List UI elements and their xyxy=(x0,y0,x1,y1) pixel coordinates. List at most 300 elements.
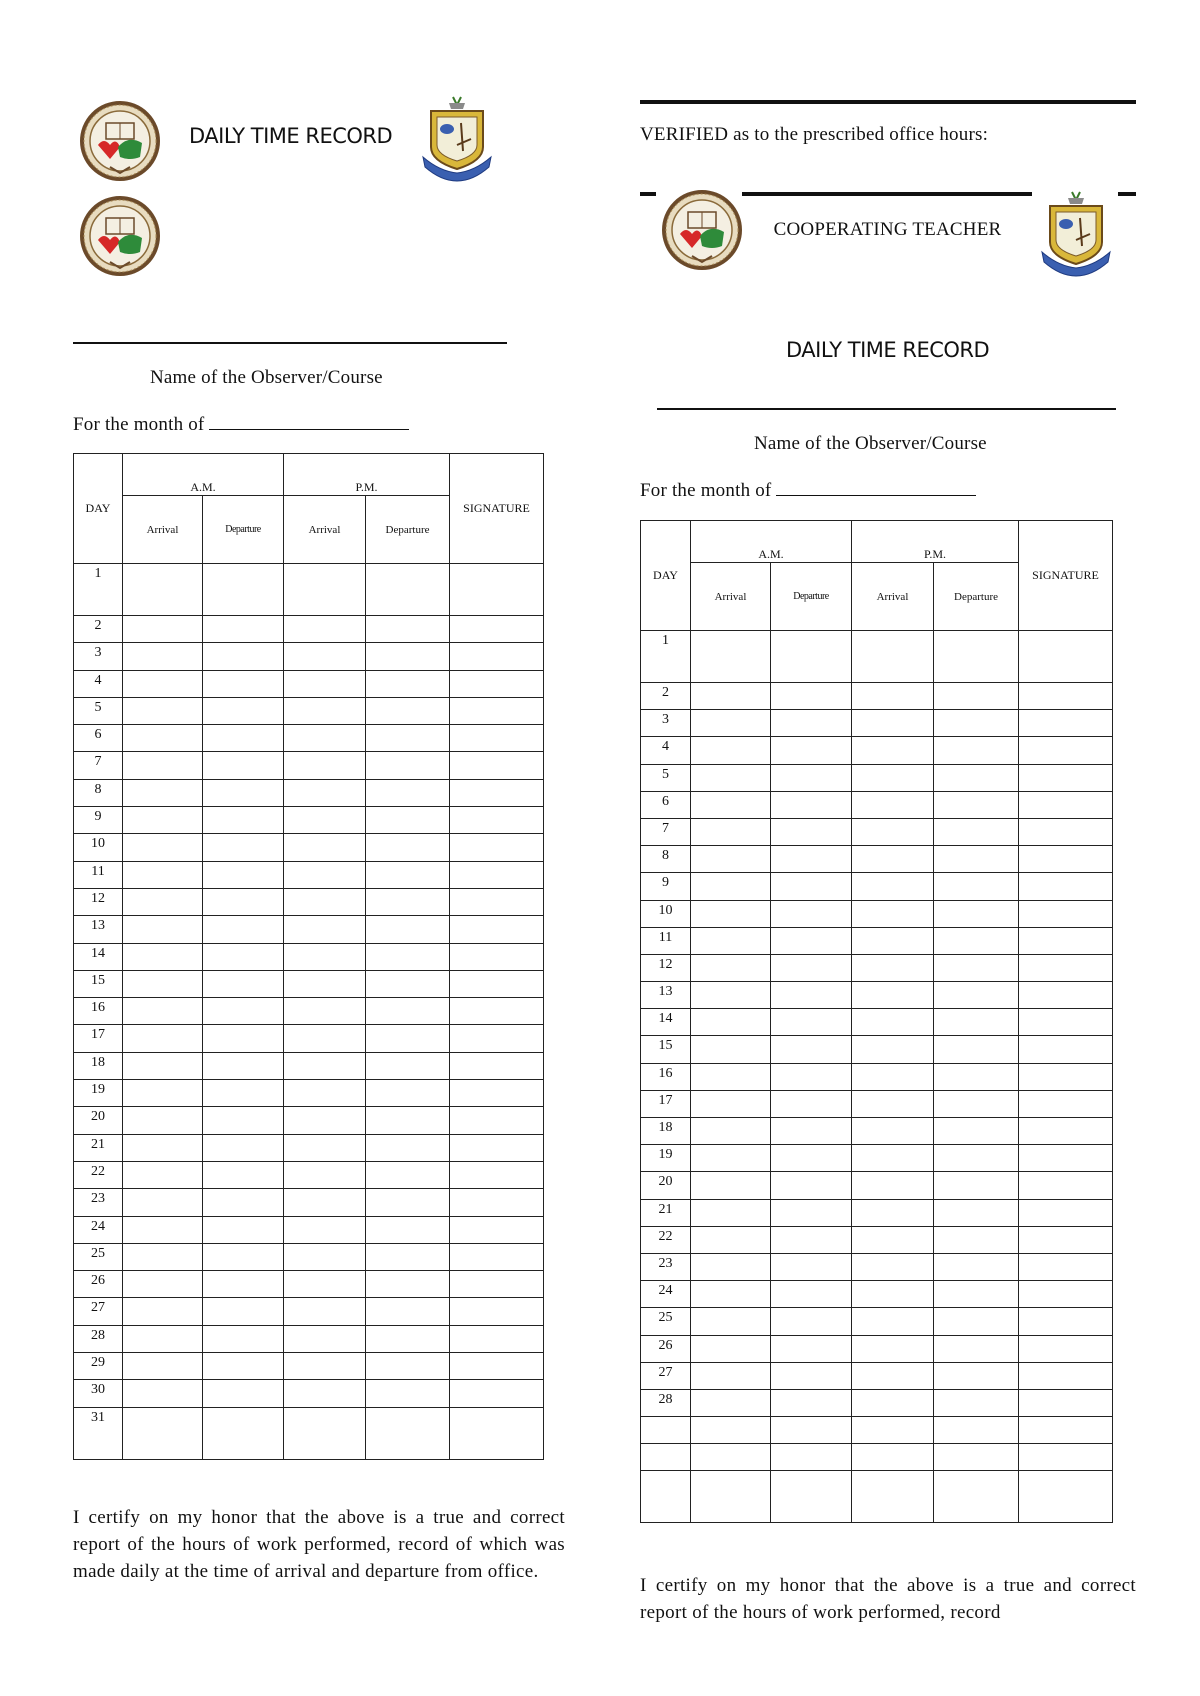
signature-cell[interactable] xyxy=(450,916,544,943)
pm-arrival-cell[interactable] xyxy=(284,1052,366,1079)
pm-departure-cell[interactable] xyxy=(934,631,1019,683)
am-arrival-cell[interactable] xyxy=(691,1090,771,1117)
am-arrival-cell[interactable] xyxy=(123,1380,203,1407)
pm-departure-cell[interactable] xyxy=(934,982,1019,1009)
pm-arrival-cell[interactable] xyxy=(284,1243,366,1270)
pm-departure-cell[interactable] xyxy=(366,1107,450,1134)
signature-cell[interactable] xyxy=(450,1161,544,1188)
pm-arrival-cell[interactable] xyxy=(284,779,366,806)
signature-cell[interactable] xyxy=(1019,1444,1113,1471)
am-arrival-cell[interactable] xyxy=(691,1145,771,1172)
am-arrival-cell[interactable] xyxy=(691,1199,771,1226)
pm-arrival-cell[interactable] xyxy=(852,1253,934,1280)
pm-departure-cell[interactable] xyxy=(934,710,1019,737)
pm-departure-cell[interactable] xyxy=(366,970,450,997)
signature-cell[interactable] xyxy=(1019,954,1113,981)
pm-departure-cell[interactable] xyxy=(366,643,450,670)
pm-arrival-cell[interactable] xyxy=(284,725,366,752)
pm-arrival-cell[interactable] xyxy=(284,1025,366,1052)
pm-arrival-cell[interactable] xyxy=(284,1298,366,1325)
am-departure-cell[interactable] xyxy=(771,1389,852,1416)
pm-departure-cell[interactable] xyxy=(934,1226,1019,1253)
pm-departure-cell[interactable] xyxy=(366,1080,450,1107)
am-arrival-cell[interactable] xyxy=(123,807,203,834)
am-arrival-cell[interactable] xyxy=(123,861,203,888)
am-departure-cell[interactable] xyxy=(203,1298,284,1325)
pm-departure-cell[interactable] xyxy=(934,900,1019,927)
am-departure-cell[interactable] xyxy=(203,725,284,752)
am-departure-cell[interactable] xyxy=(771,954,852,981)
am-arrival-cell[interactable] xyxy=(691,1172,771,1199)
am-departure-cell[interactable] xyxy=(203,1353,284,1380)
pm-departure-cell[interactable] xyxy=(934,1389,1019,1416)
signature-cell[interactable] xyxy=(1019,1009,1113,1036)
am-arrival-cell[interactable] xyxy=(691,1036,771,1063)
pm-arrival-cell[interactable] xyxy=(852,683,934,710)
signature-cell[interactable] xyxy=(450,1407,544,1459)
signature-cell[interactable] xyxy=(450,725,544,752)
pm-arrival-cell[interactable] xyxy=(852,764,934,791)
am-departure-cell[interactable] xyxy=(203,861,284,888)
pm-arrival-cell[interactable] xyxy=(284,970,366,997)
am-arrival-cell[interactable] xyxy=(123,1052,203,1079)
pm-departure-cell[interactable] xyxy=(366,1380,450,1407)
pm-departure-cell[interactable] xyxy=(934,1417,1019,1444)
am-departure-cell[interactable] xyxy=(203,943,284,970)
am-departure-cell[interactable] xyxy=(771,764,852,791)
am-arrival-cell[interactable] xyxy=(691,683,771,710)
am-arrival-cell[interactable] xyxy=(123,616,203,643)
pm-arrival-cell[interactable] xyxy=(852,1281,934,1308)
signature-cell[interactable] xyxy=(450,670,544,697)
am-departure-cell[interactable] xyxy=(203,697,284,724)
signature-cell[interactable] xyxy=(1019,1118,1113,1145)
am-arrival-cell[interactable] xyxy=(691,846,771,873)
am-departure-cell[interactable] xyxy=(771,1308,852,1335)
am-arrival-cell[interactable] xyxy=(123,1271,203,1298)
am-arrival-cell[interactable] xyxy=(123,888,203,915)
pm-arrival-cell[interactable] xyxy=(852,1145,934,1172)
pm-departure-cell[interactable] xyxy=(934,818,1019,845)
am-departure-cell[interactable] xyxy=(203,807,284,834)
pm-arrival-cell[interactable] xyxy=(852,873,934,900)
pm-arrival-cell[interactable] xyxy=(284,888,366,915)
pm-departure-cell[interactable] xyxy=(934,927,1019,954)
signature-cell[interactable] xyxy=(1019,764,1113,791)
am-arrival-cell[interactable] xyxy=(123,643,203,670)
pm-arrival-cell[interactable] xyxy=(852,818,934,845)
pm-arrival-cell[interactable] xyxy=(852,1172,934,1199)
am-departure-cell[interactable] xyxy=(203,1161,284,1188)
signature-cell[interactable] xyxy=(1019,791,1113,818)
pm-arrival-cell[interactable] xyxy=(284,697,366,724)
pm-arrival-cell[interactable] xyxy=(284,1161,366,1188)
signature-cell[interactable] xyxy=(1019,982,1113,1009)
signature-cell[interactable] xyxy=(1019,1199,1113,1226)
signature-cell[interactable] xyxy=(450,1380,544,1407)
pm-departure-cell[interactable] xyxy=(934,1362,1019,1389)
pm-arrival-cell[interactable] xyxy=(852,1471,934,1523)
am-departure-cell[interactable] xyxy=(771,1172,852,1199)
signature-cell[interactable] xyxy=(1019,900,1113,927)
am-departure-cell[interactable] xyxy=(771,631,852,683)
pm-departure-cell[interactable] xyxy=(934,1145,1019,1172)
am-departure-cell[interactable] xyxy=(771,1009,852,1036)
signature-cell[interactable] xyxy=(1019,1063,1113,1090)
signature-cell[interactable] xyxy=(450,943,544,970)
pm-departure-cell[interactable] xyxy=(366,1025,450,1052)
pm-departure-cell[interactable] xyxy=(366,1052,450,1079)
am-departure-cell[interactable] xyxy=(203,1407,284,1459)
pm-departure-cell[interactable] xyxy=(934,846,1019,873)
am-departure-cell[interactable] xyxy=(771,1253,852,1280)
pm-arrival-cell[interactable] xyxy=(852,1226,934,1253)
am-departure-cell[interactable] xyxy=(771,1090,852,1117)
am-departure-cell[interactable] xyxy=(771,900,852,927)
pm-arrival-cell[interactable] xyxy=(284,1134,366,1161)
pm-departure-cell[interactable] xyxy=(366,752,450,779)
pm-departure-cell[interactable] xyxy=(366,1271,450,1298)
pm-arrival-cell[interactable] xyxy=(852,737,934,764)
pm-departure-cell[interactable] xyxy=(934,954,1019,981)
pm-arrival-cell[interactable] xyxy=(852,1036,934,1063)
am-departure-cell[interactable] xyxy=(771,1199,852,1226)
pm-arrival-cell[interactable] xyxy=(852,710,934,737)
am-arrival-cell[interactable] xyxy=(691,954,771,981)
am-arrival-cell[interactable] xyxy=(123,943,203,970)
am-arrival-cell[interactable] xyxy=(123,1407,203,1459)
pm-departure-cell[interactable] xyxy=(366,779,450,806)
am-departure-cell[interactable] xyxy=(203,670,284,697)
signature-cell[interactable] xyxy=(450,834,544,861)
am-arrival-cell[interactable] xyxy=(123,670,203,697)
signature-cell[interactable] xyxy=(450,1107,544,1134)
signature-cell[interactable] xyxy=(1019,1145,1113,1172)
signature-cell[interactable] xyxy=(450,1080,544,1107)
signature-cell[interactable] xyxy=(1019,1362,1113,1389)
am-arrival-cell[interactable] xyxy=(691,631,771,683)
pm-arrival-cell[interactable] xyxy=(852,1335,934,1362)
pm-departure-cell[interactable] xyxy=(934,1335,1019,1362)
signature-cell[interactable] xyxy=(450,564,544,616)
am-arrival-cell[interactable] xyxy=(691,1226,771,1253)
am-departure-cell[interactable] xyxy=(203,564,284,616)
am-arrival-cell[interactable] xyxy=(123,1134,203,1161)
am-arrival-cell[interactable] xyxy=(691,710,771,737)
signature-cell[interactable] xyxy=(450,1353,544,1380)
pm-arrival-cell[interactable] xyxy=(284,564,366,616)
am-departure-cell[interactable] xyxy=(203,1189,284,1216)
am-departure-cell[interactable] xyxy=(771,1281,852,1308)
am-arrival-cell[interactable] xyxy=(123,1161,203,1188)
pm-arrival-cell[interactable] xyxy=(852,791,934,818)
am-arrival-cell[interactable] xyxy=(691,818,771,845)
am-arrival-cell[interactable] xyxy=(691,1444,771,1471)
pm-arrival-cell[interactable] xyxy=(284,916,366,943)
signature-cell[interactable] xyxy=(450,861,544,888)
pm-departure-cell[interactable] xyxy=(934,1172,1019,1199)
am-arrival-cell[interactable] xyxy=(691,791,771,818)
signature-cell[interactable] xyxy=(1019,873,1113,900)
am-departure-cell[interactable] xyxy=(203,888,284,915)
am-departure-cell[interactable] xyxy=(771,737,852,764)
pm-departure-cell[interactable] xyxy=(934,1199,1019,1226)
pm-departure-cell[interactable] xyxy=(366,1407,450,1459)
pm-arrival-cell[interactable] xyxy=(284,834,366,861)
am-departure-cell[interactable] xyxy=(771,683,852,710)
signature-cell[interactable] xyxy=(1019,1335,1113,1362)
am-departure-cell[interactable] xyxy=(203,1080,284,1107)
pm-departure-cell[interactable] xyxy=(366,1298,450,1325)
pm-arrival-cell[interactable] xyxy=(284,1380,366,1407)
am-arrival-cell[interactable] xyxy=(123,564,203,616)
pm-arrival-cell[interactable] xyxy=(284,1216,366,1243)
pm-departure-cell[interactable] xyxy=(366,888,450,915)
pm-departure-cell[interactable] xyxy=(366,697,450,724)
am-departure-cell[interactable] xyxy=(203,1134,284,1161)
pm-arrival-cell[interactable] xyxy=(852,1308,934,1335)
pm-arrival-cell[interactable] xyxy=(284,616,366,643)
pm-departure-cell[interactable] xyxy=(934,683,1019,710)
signature-cell[interactable] xyxy=(1019,1253,1113,1280)
pm-departure-cell[interactable] xyxy=(934,764,1019,791)
signature-cell[interactable] xyxy=(450,1298,544,1325)
pm-arrival-cell[interactable] xyxy=(852,1444,934,1471)
pm-arrival-cell[interactable] xyxy=(284,1107,366,1134)
pm-arrival-cell[interactable] xyxy=(284,861,366,888)
am-arrival-cell[interactable] xyxy=(123,779,203,806)
am-departure-cell[interactable] xyxy=(771,1036,852,1063)
pm-arrival-cell[interactable] xyxy=(284,807,366,834)
pm-arrival-cell[interactable] xyxy=(852,1009,934,1036)
pm-departure-cell[interactable] xyxy=(366,861,450,888)
signature-cell[interactable] xyxy=(1019,1389,1113,1416)
am-departure-cell[interactable] xyxy=(771,1335,852,1362)
am-departure-cell[interactable] xyxy=(203,1380,284,1407)
pm-arrival-cell[interactable] xyxy=(852,1118,934,1145)
am-arrival-cell[interactable] xyxy=(691,764,771,791)
pm-departure-cell[interactable] xyxy=(934,1281,1019,1308)
pm-arrival-cell[interactable] xyxy=(852,1362,934,1389)
signature-cell[interactable] xyxy=(450,1025,544,1052)
pm-arrival-cell[interactable] xyxy=(284,1353,366,1380)
am-departure-cell[interactable] xyxy=(203,998,284,1025)
signature-cell[interactable] xyxy=(450,1189,544,1216)
signature-cell[interactable] xyxy=(450,616,544,643)
pm-departure-cell[interactable] xyxy=(366,1161,450,1188)
pm-departure-cell[interactable] xyxy=(934,1308,1019,1335)
pm-arrival-cell[interactable] xyxy=(284,643,366,670)
pm-arrival-cell[interactable] xyxy=(852,1417,934,1444)
am-arrival-cell[interactable] xyxy=(691,873,771,900)
am-arrival-cell[interactable] xyxy=(691,1063,771,1090)
am-departure-cell[interactable] xyxy=(771,1063,852,1090)
am-arrival-cell[interactable] xyxy=(123,1353,203,1380)
month-blank-field[interactable] xyxy=(209,411,409,430)
am-arrival-cell[interactable] xyxy=(123,1080,203,1107)
pm-departure-cell[interactable] xyxy=(366,616,450,643)
am-departure-cell[interactable] xyxy=(203,1052,284,1079)
pm-departure-cell[interactable] xyxy=(366,807,450,834)
am-departure-cell[interactable] xyxy=(771,927,852,954)
signature-cell[interactable] xyxy=(450,1325,544,1352)
signature-cell[interactable] xyxy=(450,998,544,1025)
pm-arrival-cell[interactable] xyxy=(852,1199,934,1226)
am-arrival-cell[interactable] xyxy=(123,998,203,1025)
pm-departure-cell[interactable] xyxy=(366,670,450,697)
am-departure-cell[interactable] xyxy=(771,1471,852,1523)
am-arrival-cell[interactable] xyxy=(691,1362,771,1389)
am-arrival-cell[interactable] xyxy=(691,927,771,954)
am-departure-cell[interactable] xyxy=(771,1118,852,1145)
pm-arrival-cell[interactable] xyxy=(852,631,934,683)
signature-cell[interactable] xyxy=(1019,1172,1113,1199)
am-departure-cell[interactable] xyxy=(203,1025,284,1052)
am-arrival-cell[interactable] xyxy=(123,834,203,861)
pm-departure-cell[interactable] xyxy=(934,873,1019,900)
am-arrival-cell[interactable] xyxy=(123,1243,203,1270)
signature-cell[interactable] xyxy=(1019,1281,1113,1308)
am-arrival-cell[interactable] xyxy=(123,970,203,997)
am-departure-cell[interactable] xyxy=(771,818,852,845)
am-arrival-cell[interactable] xyxy=(691,737,771,764)
signature-cell[interactable] xyxy=(1019,927,1113,954)
am-arrival-cell[interactable] xyxy=(123,1189,203,1216)
signature-cell[interactable] xyxy=(450,1271,544,1298)
signature-cell[interactable] xyxy=(1019,1471,1113,1523)
am-arrival-cell[interactable] xyxy=(123,1025,203,1052)
am-departure-cell[interactable] xyxy=(771,1417,852,1444)
am-departure-cell[interactable] xyxy=(771,873,852,900)
am-arrival-cell[interactable] xyxy=(123,752,203,779)
am-departure-cell[interactable] xyxy=(203,1107,284,1134)
pm-departure-cell[interactable] xyxy=(934,1090,1019,1117)
signature-cell[interactable] xyxy=(450,888,544,915)
am-departure-cell[interactable] xyxy=(203,616,284,643)
am-departure-cell[interactable] xyxy=(203,1271,284,1298)
am-departure-cell[interactable] xyxy=(203,1243,284,1270)
pm-arrival-cell[interactable] xyxy=(852,1389,934,1416)
pm-arrival-cell[interactable] xyxy=(852,982,934,1009)
am-arrival-cell[interactable] xyxy=(691,1471,771,1523)
signature-cell[interactable] xyxy=(450,1216,544,1243)
pm-departure-cell[interactable] xyxy=(366,725,450,752)
signature-cell[interactable] xyxy=(450,807,544,834)
signature-cell[interactable] xyxy=(450,1243,544,1270)
pm-departure-cell[interactable] xyxy=(366,564,450,616)
pm-departure-cell[interactable] xyxy=(934,1009,1019,1036)
am-departure-cell[interactable] xyxy=(203,643,284,670)
am-arrival-cell[interactable] xyxy=(691,1118,771,1145)
signature-cell[interactable] xyxy=(1019,818,1113,845)
am-arrival-cell[interactable] xyxy=(123,916,203,943)
signature-cell[interactable] xyxy=(450,1134,544,1161)
pm-departure-cell[interactable] xyxy=(934,1118,1019,1145)
pm-arrival-cell[interactable] xyxy=(284,1325,366,1352)
pm-arrival-cell[interactable] xyxy=(284,943,366,970)
am-arrival-cell[interactable] xyxy=(691,1417,771,1444)
signature-cell[interactable] xyxy=(1019,846,1113,873)
right-month-blank-field[interactable] xyxy=(776,477,976,496)
pm-arrival-cell[interactable] xyxy=(852,927,934,954)
pm-arrival-cell[interactable] xyxy=(852,1063,934,1090)
am-departure-cell[interactable] xyxy=(203,1216,284,1243)
am-departure-cell[interactable] xyxy=(203,916,284,943)
pm-departure-cell[interactable] xyxy=(366,1325,450,1352)
pm-departure-cell[interactable] xyxy=(366,1353,450,1380)
am-departure-cell[interactable] xyxy=(771,982,852,1009)
pm-departure-cell[interactable] xyxy=(934,1036,1019,1063)
pm-arrival-cell[interactable] xyxy=(284,1080,366,1107)
signature-cell[interactable] xyxy=(450,1052,544,1079)
pm-departure-cell[interactable] xyxy=(366,916,450,943)
am-arrival-cell[interactable] xyxy=(691,1281,771,1308)
signature-cell[interactable] xyxy=(1019,1417,1113,1444)
signature-cell[interactable] xyxy=(1019,631,1113,683)
signature-cell[interactable] xyxy=(1019,1036,1113,1063)
signature-cell[interactable] xyxy=(1019,710,1113,737)
am-departure-cell[interactable] xyxy=(771,1226,852,1253)
am-arrival-cell[interactable] xyxy=(123,1216,203,1243)
pm-arrival-cell[interactable] xyxy=(284,1189,366,1216)
am-departure-cell[interactable] xyxy=(203,1325,284,1352)
pm-arrival-cell[interactable] xyxy=(284,998,366,1025)
signature-cell[interactable] xyxy=(1019,1226,1113,1253)
am-arrival-cell[interactable] xyxy=(691,1308,771,1335)
signature-cell[interactable] xyxy=(450,970,544,997)
pm-arrival-cell[interactable] xyxy=(852,954,934,981)
pm-departure-cell[interactable] xyxy=(934,1063,1019,1090)
am-arrival-cell[interactable] xyxy=(123,1298,203,1325)
am-arrival-cell[interactable] xyxy=(123,1107,203,1134)
pm-departure-cell[interactable] xyxy=(934,791,1019,818)
pm-departure-cell[interactable] xyxy=(366,1189,450,1216)
pm-arrival-cell[interactable] xyxy=(284,1407,366,1459)
pm-arrival-cell[interactable] xyxy=(852,1090,934,1117)
pm-departure-cell[interactable] xyxy=(366,998,450,1025)
am-arrival-cell[interactable] xyxy=(123,1325,203,1352)
am-departure-cell[interactable] xyxy=(771,1362,852,1389)
am-departure-cell[interactable] xyxy=(771,1145,852,1172)
am-arrival-cell[interactable] xyxy=(691,1389,771,1416)
pm-departure-cell[interactable] xyxy=(934,1253,1019,1280)
am-departure-cell[interactable] xyxy=(203,834,284,861)
am-arrival-cell[interactable] xyxy=(691,1335,771,1362)
signature-cell[interactable] xyxy=(1019,1090,1113,1117)
am-departure-cell[interactable] xyxy=(771,846,852,873)
am-departure-cell[interactable] xyxy=(771,791,852,818)
pm-arrival-cell[interactable] xyxy=(852,900,934,927)
am-arrival-cell[interactable] xyxy=(123,725,203,752)
pm-arrival-cell[interactable] xyxy=(284,752,366,779)
am-departure-cell[interactable] xyxy=(203,970,284,997)
pm-departure-cell[interactable] xyxy=(366,1134,450,1161)
am-arrival-cell[interactable] xyxy=(691,1253,771,1280)
pm-departure-cell[interactable] xyxy=(366,943,450,970)
pm-departure-cell[interactable] xyxy=(366,1243,450,1270)
am-arrival-cell[interactable] xyxy=(691,982,771,1009)
am-departure-cell[interactable] xyxy=(203,752,284,779)
am-arrival-cell[interactable] xyxy=(123,697,203,724)
pm-departure-cell[interactable] xyxy=(366,1216,450,1243)
signature-cell[interactable] xyxy=(1019,737,1113,764)
pm-departure-cell[interactable] xyxy=(934,1444,1019,1471)
pm-arrival-cell[interactable] xyxy=(852,846,934,873)
signature-cell[interactable] xyxy=(1019,1308,1113,1335)
pm-departure-cell[interactable] xyxy=(934,737,1019,764)
signature-cell[interactable] xyxy=(450,779,544,806)
pm-arrival-cell[interactable] xyxy=(284,670,366,697)
